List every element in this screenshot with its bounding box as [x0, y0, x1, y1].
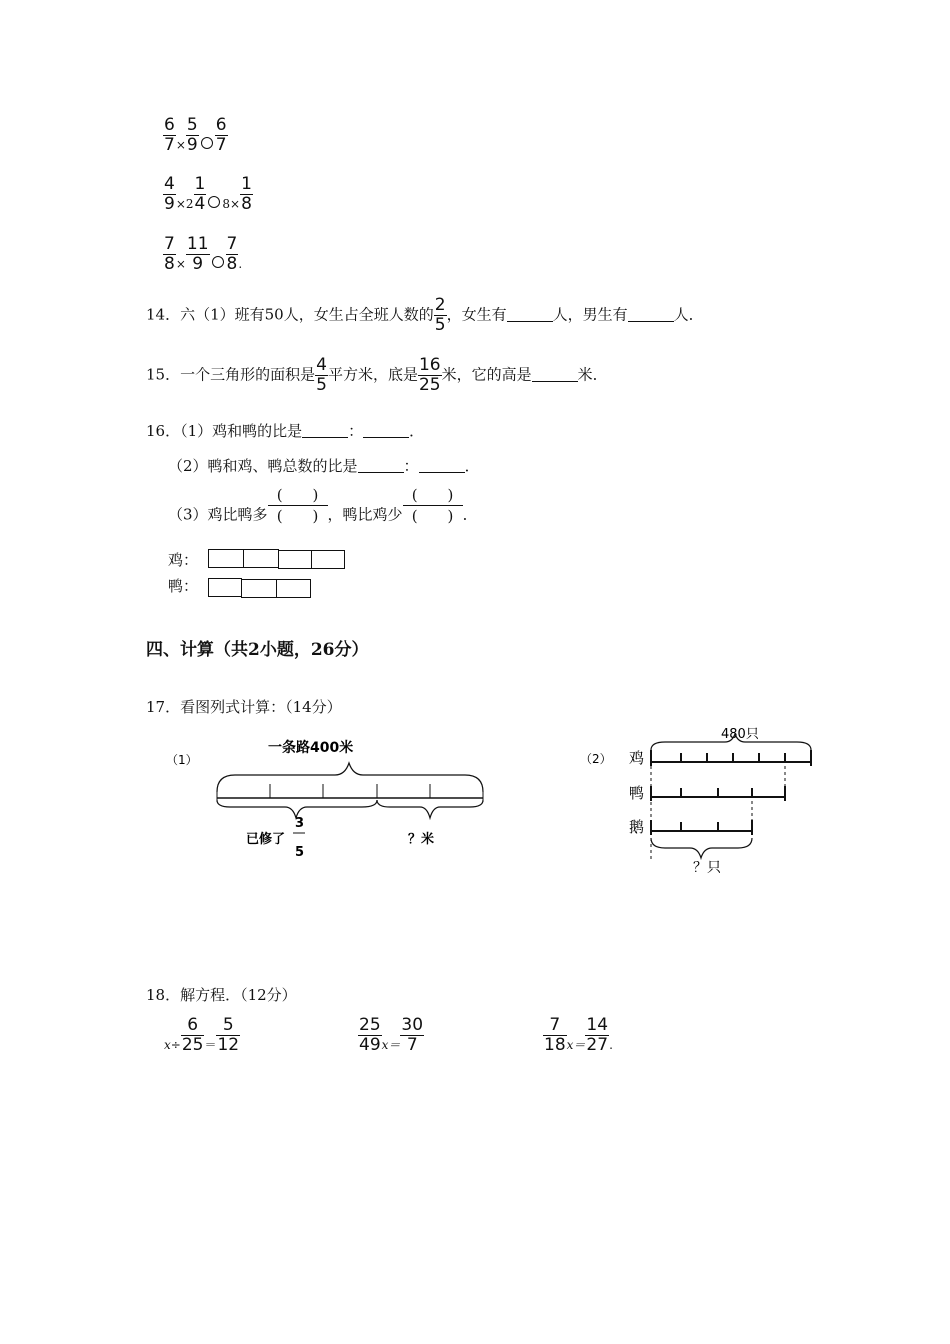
equation-3: $\frac{7}{18}$ $_{x=}$ $\frac{14}{27}$ $_.$ — [544, 1015, 613, 1055]
fraction: $\frac{6}{7}$ — [215, 115, 227, 155]
question-14: 14．六（1）班有50人，女生占全班人数的 $\frac{2}{5}$ ，女生有 人，男生有 人． — [146, 295, 704, 335]
total-label: 480只 — [721, 727, 759, 742]
fraction: $\frac{11}{9}$ — [186, 234, 209, 274]
fraction: $\frac{2}{5}$ — [434, 295, 446, 335]
fraction: $\frac{16}{25}$ — [418, 355, 441, 395]
question-16-part2: （2）鸭和鸡、鸭总数的比是 ： ． — [168, 457, 480, 475]
answer-blank[interactable] — [302, 423, 348, 438]
fraction: $\frac{7}{8}$ — [164, 234, 175, 274]
equation-1: $_{x\div}$ $\frac{6}{25}$ $_=$ $\frac{5}{12}$ — [164, 1015, 240, 1055]
row-label-chicken: 鸡 — [629, 749, 645, 767]
diagram-top-label: 一条路400米 — [268, 740, 354, 756]
question-16-part1: 16．（1）鸡和鸭的比是 ： ． — [146, 422, 425, 440]
duck-label: 鸭： — [168, 577, 199, 595]
fraction: $\frac{7}{8}$ — [226, 234, 238, 274]
fraction-numerator: 3 — [295, 816, 305, 831]
answer-blank[interactable] — [507, 307, 553, 322]
fraction: $\frac{14}{27}$ — [586, 1015, 609, 1055]
fraction: $\frac{5}{12}$ — [217, 1015, 240, 1055]
fraction: $\frac{1}{8}$ — [241, 174, 252, 214]
chicken-box — [278, 550, 312, 569]
question-18: 18．解方程．（12分） — [146, 986, 297, 1004]
duck-box — [241, 579, 277, 598]
q13-row3: $\frac{7}{8}$ $_\times$ $\frac{11}{9}$ $\frac{7}{8}$ $_.$ — [164, 234, 243, 274]
question-15: 15．一个三角形的面积是 $\frac{4}{5}$ 平方米，底是 $\frac{16}{25}$ 米，它的高是 米． — [146, 355, 608, 395]
equation-2: $\frac{25}{49}$ $_{x=}$ $\frac{30}{7}$ — [359, 1015, 424, 1055]
fraction: $\frac{6}{7}$ — [164, 115, 175, 155]
fraction-blank[interactable]: $\frac{( )}{( )}$ — [268, 485, 328, 526]
chicken-box — [208, 549, 244, 568]
section-heading: 四、计算（共2小题，26分） — [146, 640, 369, 660]
unknown-meters-label: ？米 — [408, 832, 435, 847]
fraction: $\frac{1}{4}$ — [194, 174, 206, 214]
answer-blank[interactable] — [363, 423, 409, 438]
chicken-label: 鸡： — [168, 551, 199, 569]
bottom-brace-right — [377, 800, 483, 818]
duck-box — [276, 579, 311, 598]
compare-circle[interactable] — [212, 256, 224, 268]
question-16-part3: （3）鸡比鸭多 $\frac{( )}{( )}$ ，鸭比鸡少 $\frac{( )}{( )}$ ． — [168, 486, 478, 525]
compare-circle[interactable] — [201, 137, 213, 149]
diagram-label: （1） — [166, 753, 198, 767]
fraction: $\frac{4}{5}$ — [316, 355, 327, 395]
q13-row2: $\frac{4}{9}$ $_{\times 2}$ $\frac{1}{4}$ $_{8\times}$ $\frac{1}{8}$ — [164, 174, 252, 214]
q13-row1: $\frac{6}{7}$ $_\times$ $\frac{5}{9}$ $\frac{6}{7}$ — [164, 115, 227, 155]
unknown-count-label: ？只 — [693, 860, 721, 876]
chicken-box — [311, 550, 345, 569]
road-diagram — [150, 730, 510, 865]
answer-blank[interactable] — [358, 458, 404, 473]
row-label-duck: 鸭 — [629, 784, 645, 802]
fraction: $\frac{5}{9}$ — [186, 115, 198, 155]
poultry-diagram — [575, 720, 820, 880]
fraction: $\frac{25}{49}$ — [359, 1015, 381, 1055]
fraction: $\frac{4}{9}$ — [164, 174, 175, 214]
compare-circle[interactable] — [208, 196, 220, 208]
fraction-blank[interactable]: $\frac{( )}{( )}$ — [403, 485, 463, 526]
fraction-denominator: 5 — [295, 845, 305, 860]
diagram-label: （2） — [580, 752, 612, 766]
top-brace — [217, 763, 483, 792]
duck-box — [208, 578, 242, 597]
answer-blank[interactable] — [628, 307, 674, 322]
row-label-goose: 鹅 — [629, 818, 645, 836]
fraction: $\frac{7}{18}$ — [544, 1015, 566, 1055]
answer-blank[interactable] — [532, 367, 578, 382]
repaired-label: 已修了 — [246, 832, 286, 847]
answer-blank[interactable] — [419, 458, 465, 473]
fraction: $\frac{6}{25}$ — [181, 1015, 204, 1055]
fraction: $\frac{30}{7}$ — [401, 1015, 424, 1055]
question-17: 17．看图列式计算：（14分） — [146, 698, 342, 716]
chicken-box — [243, 549, 279, 568]
